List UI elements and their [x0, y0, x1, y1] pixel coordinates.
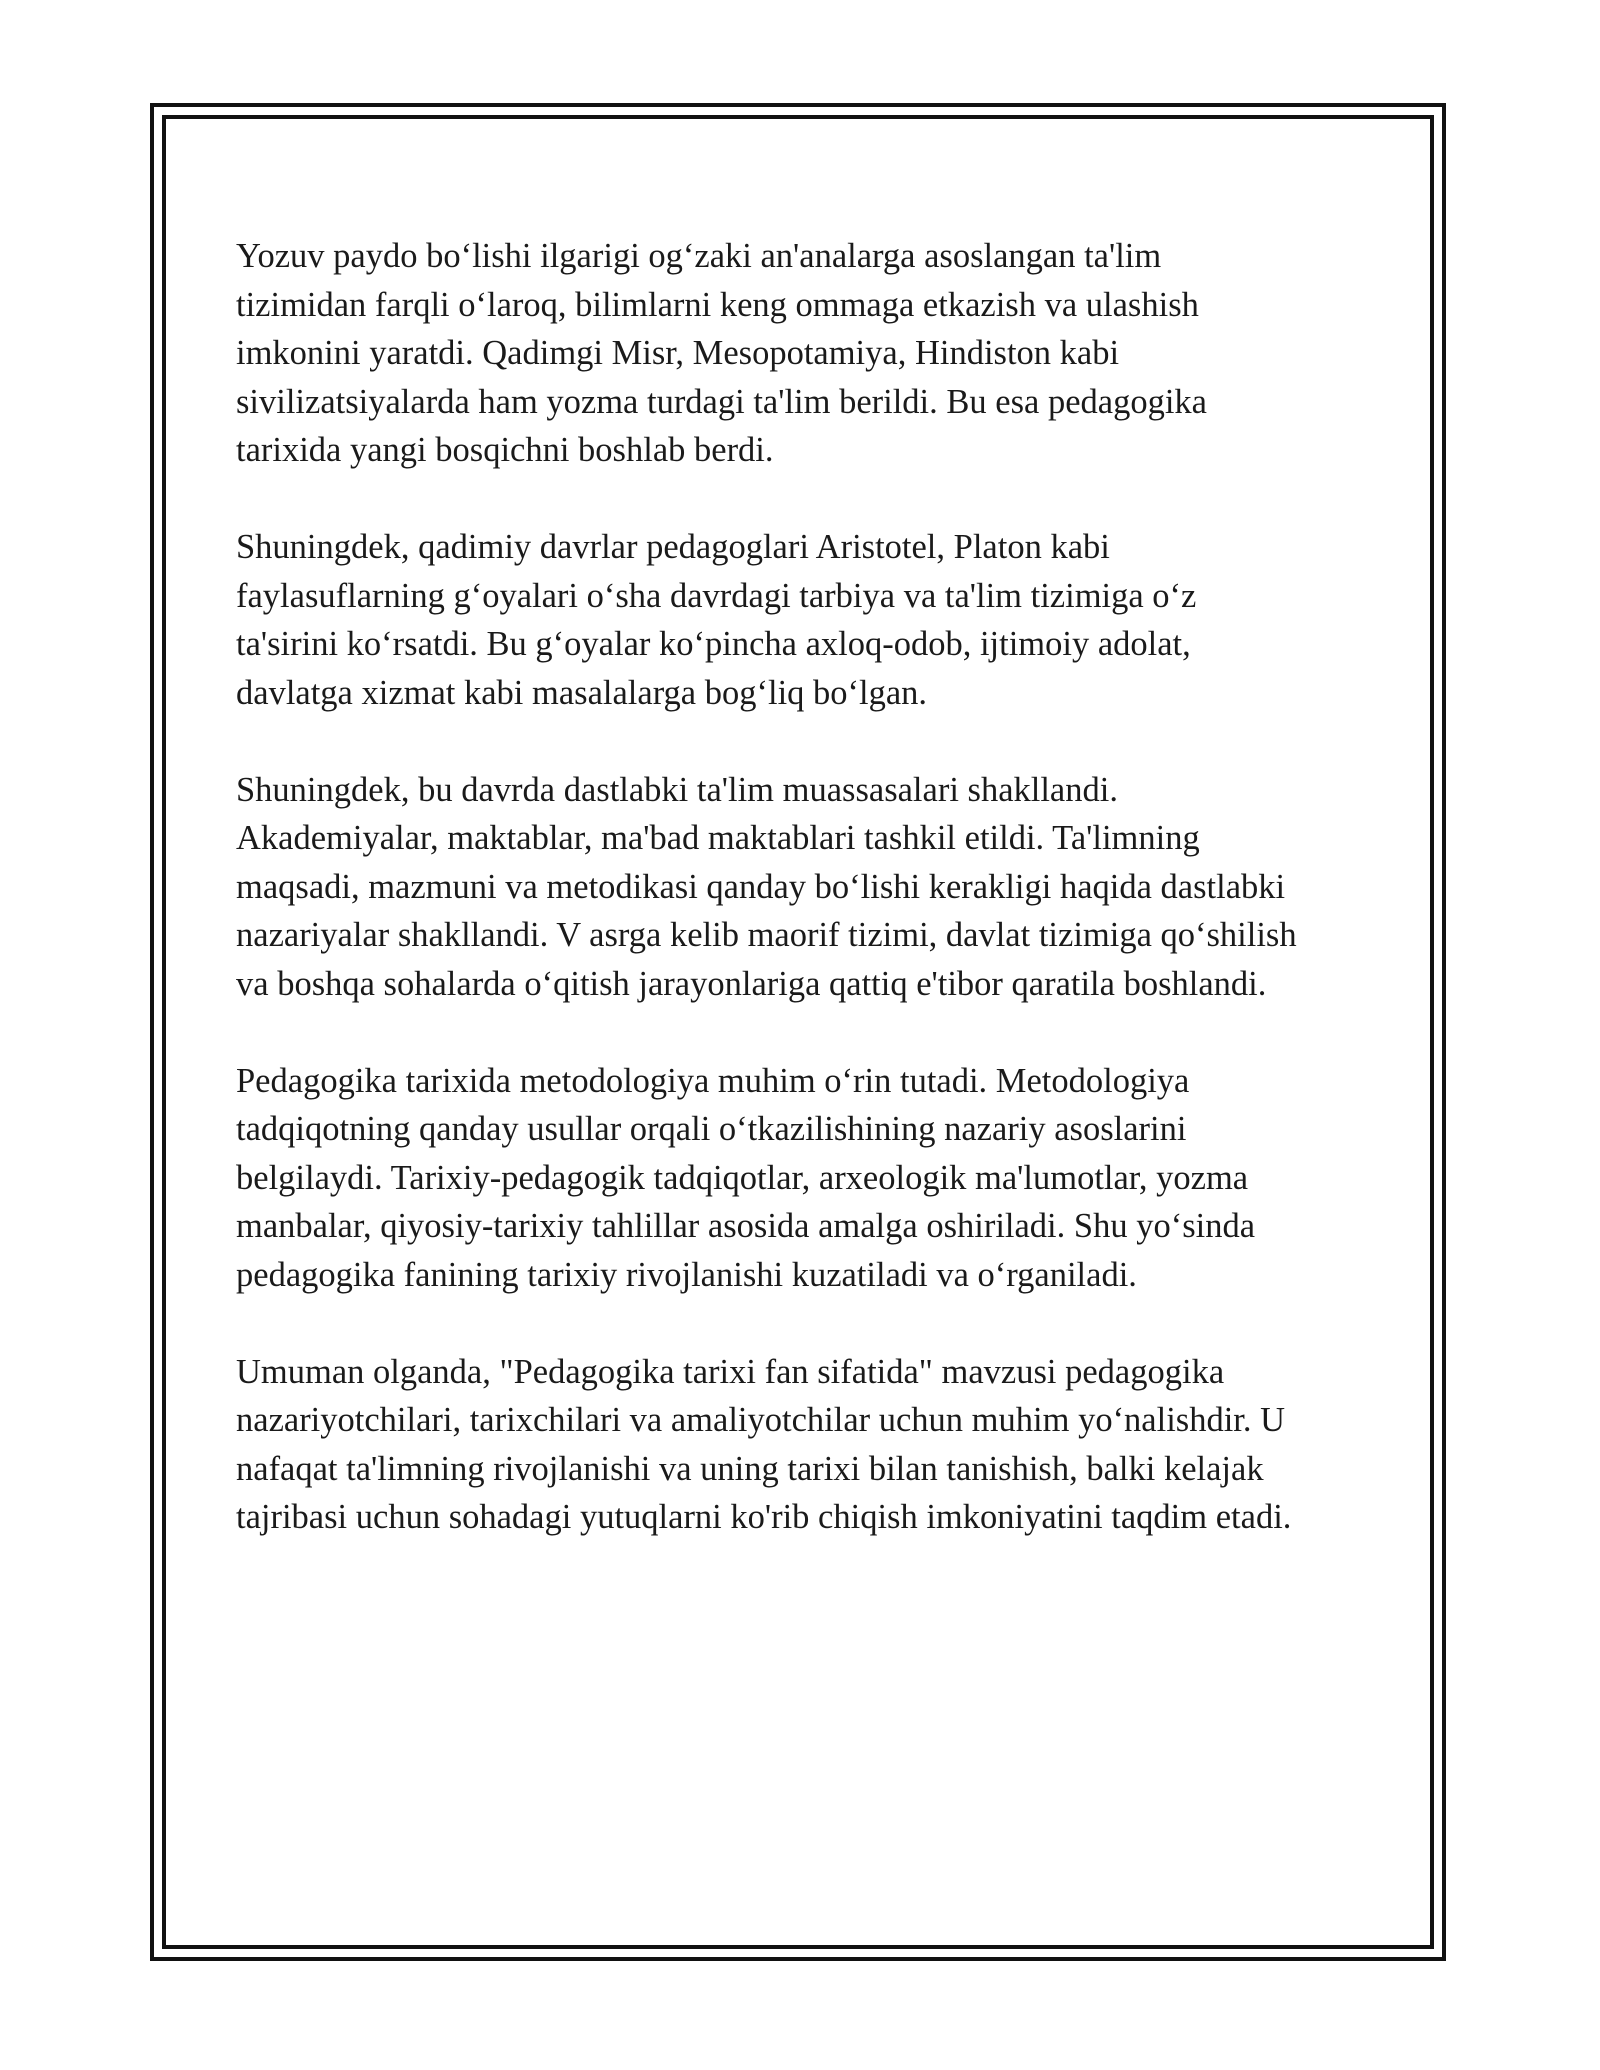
paragraph-line: nazariyalar shakllandi. V asrga kelib maorif tizimi, davlat tizimiga qo‘shilish	[236, 916, 1297, 954]
paragraph-line: davlatga xizmat kabi masalalarga bog‘liq bo‘lgan.	[236, 673, 928, 712]
paragraph-line: belgilaydi. Tarixiy-pedagogik tadqiqotlar, arxeologik ma'lumotlar, yozma	[236, 1158, 1249, 1197]
document-body	[236, 232, 1376, 1590]
paragraph-4	[236, 1057, 1376, 1300]
paragraph-line: Yozuv paydo bo‘lishi ilgarigi og‘zaki an'analarga asoslangan ta'lim	[236, 237, 1162, 275]
paragraph-line: maqsadi, mazmuni va metodikasi qanday bo‘lishi kerakligi haqida dastlabki	[236, 867, 1286, 906]
paragraph-line: pedagogika fanining tarixiy rivojlanishi kuzatiladi va o‘rganiladi.	[236, 1255, 1137, 1294]
paragraph-2	[236, 523, 1376, 717]
paragraph-line: tizimidan farqli o‘laroq, bilimlarni keng ommaga etkazish va ulashish	[236, 285, 1199, 324]
paragraph-line: ta'sirini ko‘rsatdi. Bu g‘oyalar ko‘pincha axloq-odob, ijtimoiy adolat,	[236, 625, 1191, 663]
paragraph-line: faylasuflarning g‘oyalari o‘sha davrdagi tarbiya va ta'lim tizimiga o‘z	[236, 576, 1197, 615]
paragraph-line: va boshqa sohalarda o‘qitish jarayonlariga qattiq e'tibor qaratila boshlandi.	[236, 964, 1267, 1003]
paragraph-line: nazariyotchilari, tarixchilari va amaliyotchilar uchun muhim yo‘nalishdir. U	[236, 1401, 1286, 1439]
paragraph-5	[236, 1348, 1376, 1542]
paragraph-3	[236, 766, 1376, 1009]
paragraph-line: Akademiyalar, maktablar, ma'bad maktablari tashkil etildi. Ta'limning	[236, 819, 1200, 857]
paragraph-line: Shuningdek, bu davrda dastlabki ta'lim muassasalari shakllandi.	[236, 770, 1118, 809]
paragraph-line: Shuningdek, qadimiy davrlar pedagoglari Aristotel, Platon kabi	[236, 528, 1110, 566]
paragraph-line: nafaqat ta'limning rivojlanishi va uning tarixi bilan tanishish, balki kelajak	[236, 1449, 1264, 1488]
paragraph-line: tarixida yangi bosqichni boshlab berdi.	[236, 431, 774, 469]
paragraph-line: manbalar, qiyosiy-tarixiy tahlillar asosida amalga oshiriladi. Shu yo‘sinda	[236, 1207, 1256, 1245]
paragraph-line: imkonini yaratdi. Qadimgi Misr, Mesopotamiya, Hindiston kabi	[236, 334, 1120, 372]
paragraph-line: sivilizatsiyalarda ham yozma turdagi ta'lim berildi. Bu esa pedagogika	[236, 382, 1207, 421]
paragraph-line: tajribasi uchun sohadagi yutuqlarni ko'rib chiqish imkoniyatini taqdim etadi.	[236, 1498, 1292, 1536]
paragraph-line: Umuman olganda, "Pedagogika tarixi fan sifatida" mavzusi pedagogika	[236, 1352, 1225, 1391]
paragraph-line: tadqiqotning qanday usullar orqali o‘tkazilishining nazariy asoslarini	[236, 1110, 1187, 1148]
paragraph-1	[236, 232, 1376, 475]
paragraph-line: Pedagogika tarixida metodologiya muhim o‘rin tutadi. Metodologiya	[236, 1061, 1190, 1100]
